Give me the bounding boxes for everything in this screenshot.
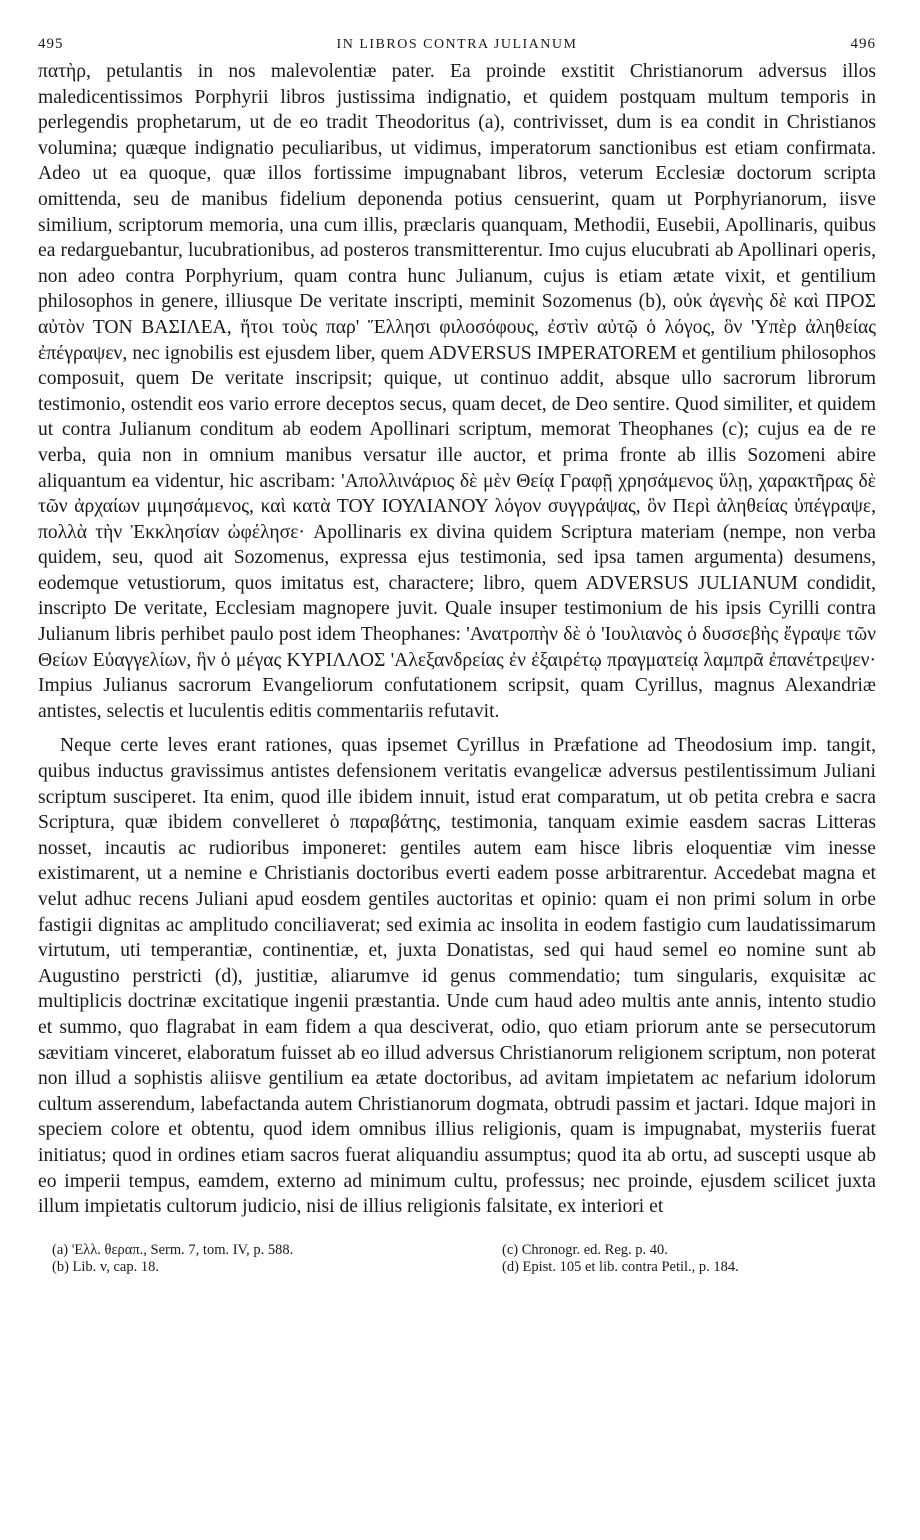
footnote-a: (a) 'Ελλ. θεραπ., Serm. 7, tom. IV, p. 588. <box>52 1241 294 1258</box>
main-text <box>38 59 876 1220</box>
running-head <box>38 36 876 53</box>
body-paragraph-1: πατὴρ, petulantis in nos malevolentiæ pater. Ea proinde exstitit Christianorum adversus illos maledicentissimos Porphyrii libros justissima indignatio, et quidem postquam multum temporis in perlegendis prophetarum, ut de eo tradit Theodoritus (a), contrivisset, dum is ea condit in Christianos volumina; quæque indignatio peculiaribus, ut vidimus, imperatorum sanctionibus est etiam confirmata. Adeo ut ea quoque, quæ illos fortissime impugnabant libros, veterum Ecclesiæ doctorum scripta omittenda, seu de manibus fidelium deponenda potius censuerint, quam ut Porphyrianorum, iisve similium, scriptorum memoria, una cum illis, præclaris quanquam, Methodii, Eusebii, Apollinaris, quibus ea redarguebantur, lucubrationibus, ad posteros transmitterentur. Imo cujus elucubrati ab Apollinari operis, non adeo contra Porphyrium, quam contra hunc Julianum, cujus is etiam ætate vixit, et gentilium philosophos in genere, illiusque De veritate inscripti, meminit Sozomenus (b), οὐκ ἀγενὴς δὲ καὶ ΠΡΟΣ αὐτὸν ΤΟΝ ΒΑΣΙΛΕΑ, ἤτοι τοὺς παρ' Ἕλλησι φιλοσόφους, ἐστὶν αὐτῷ ὁ λόγος, ὃν 'Υπὲρ ἀληθείας ἐπέγραψεν, nec ignobilis est ejusdem liber, quem ADVERSUS IMPERATOREM et gentilium philosophos composuit, quem De veritate inscripsit; quique, ut continuo addit, absque ullo sacrorum librorum testimonio, ostendit eos vario errore deceptos secus, quam decet, de Deo sentire. Quod similiter, et quidem ut contra Julianum conditum ab eodem Apollinari scriptum, memorat Theophanes (c); cujus ea de re verba, quia non in omnium manibus versatur ille auctor, et prima fronte ab illis Sozomeni abire aliquantum ea videntur, hic ascribam: 'Απολλινάριος δὲ μὲν Θείᾳ Γραφῇ χρησάμενος ὕλῃ, χαρακτῆρας δὲ τῶν ἀρχαίων μιμησάμενος, καὶ κατὰ ΤΟΥ ΙΟΥΛΙΑΝΟΥ λόγον συγγράψας, ὃν Περὶ ἀληθείας ὑπέγραψε, πολλὰ τὴν Ἐκκλησίαν ὠφέλησε· Apollinaris ex divina quidem Scriptura materiam (nempe, non verba quidem, seu, quod ait Sozomenus, expressa ejus testimonia, sed ipsa tamen argumenta) desumens, eodemque vetustiorum, quos imitatus est, charactere; libro, quem ADVERSUS JULIANUM condidit, inscripto De veritate, Ecclesiam magnopere juvit. Quale insuper testimonium de his ipsis Cyrilli contra Julianum libris perhibet paulo post idem Theophanes: 'Ανατροπὴν δὲ ὁ 'Ιουλιανὸς ὁ δυσσεβὴς ἔγραψε τῶν Θείων Εὐαγγελίων, ἣν ὁ μέγας ΚΥΡΙΛΛΟΣ 'Αλεξανδρείας ἐν ἐξαιρέτῳ πραγματείᾳ λαμπρᾶ ἐπανέτρεψεν· Impius Julianus sacrorum Evangeliorum confutationem scripsit, quam Cyrillus, magnus Alexandriæ antistes, selectis et luculentis editis commentariis refutavit. <box>38 61 876 722</box>
footnote-c: (c) Chronogr. ed. Reg. p. 40. <box>502 1241 668 1258</box>
footnotes <box>38 1242 876 1276</box>
page-number-right: 496 <box>850 36 876 52</box>
page-number-left: 495 <box>38 36 64 52</box>
footnote-d: (d) Epist. 105 et lib. contra Petil., p. 184. <box>502 1258 739 1275</box>
footnote-b: (b) Lib. v, cap. 18. <box>52 1258 159 1275</box>
running-title: IN LIBROS CONTRA JULIANUM <box>336 37 578 52</box>
body-paragraph-2: Neque certe leves erant rationes, quas ipsemet Cyrillus in Præfatione ad Theodosium imp. tangit, quibus inductus gravissimus antistes defensionem veritatis evangelicæ adversus pestilentissimum Juliani scriptum susciperet. Ita enim, quod ille ibidem innuit, istud erat comparatum, ut ob petita crebra e sacra Scriptura, quæ ibidem convelleret ὁ παραβάτης, testimonia, tanquam eximie easdem sacras Litteras nosset, incautis ac rudioribus imponeret: gentiles autem eam hisce libris eloquentiæ vim inesse existimarent, ut a nemine e Christianis doctoribus everti eadem posse arbitrarentur. Accedebat magna et velut adhuc recens Juliani apud eosdem gentiles auctoritas et opinio: quam ei non primi solum in orbe fastigii dignitas ac amplitudo conciliaverat; sed eximia ac insolita in eodem fastigio cum laudatissimarum virtutum, uti temperantiæ, continentiæ, et, juxta Donatistas, sed qui haud semel eo nomine sunt ab Augustino perstricti (d), justitiæ, aliarumve id genus commendatio; tum singularis, exquisitæ ac multiplicis doctrinæ excitatique ingenii præstantia. Unde cum haud adeo multis ante annis, intento studio et summo, quo flagrabat in eam fidem a qua desciverat, odio, quo etiam priorum ante se persecutorum sævitiam vinceret, elaboratum fuisset ab eo illud adversus Christianorum religionem scriptum, non poterat non illud a sophistis aliisve gentilium ea ætate doctoribus, ad avitam impietatem ac nefarium idolorum cultum asserendum, labefactanda autem Christianorum dogmata, obtrudi passim et jactari. Idque majori in speciem colore et obtentu, quod idem omnibus illius religionis, quam is impugnabat, mysteriis fuerat initiatus; quod in ordines etiam sacros fuerat aliquandiu assumptus; quod ita ab ortu, ad suscepti usque ab eo imperii tempus, eamdem, externo ad minimum cultu, professus; nec proinde, ejusdem scilicet juxta illum impietatis cultorum judicio, nisi de illius religionis falsitate, ex interiori et <box>38 735 876 1218</box>
